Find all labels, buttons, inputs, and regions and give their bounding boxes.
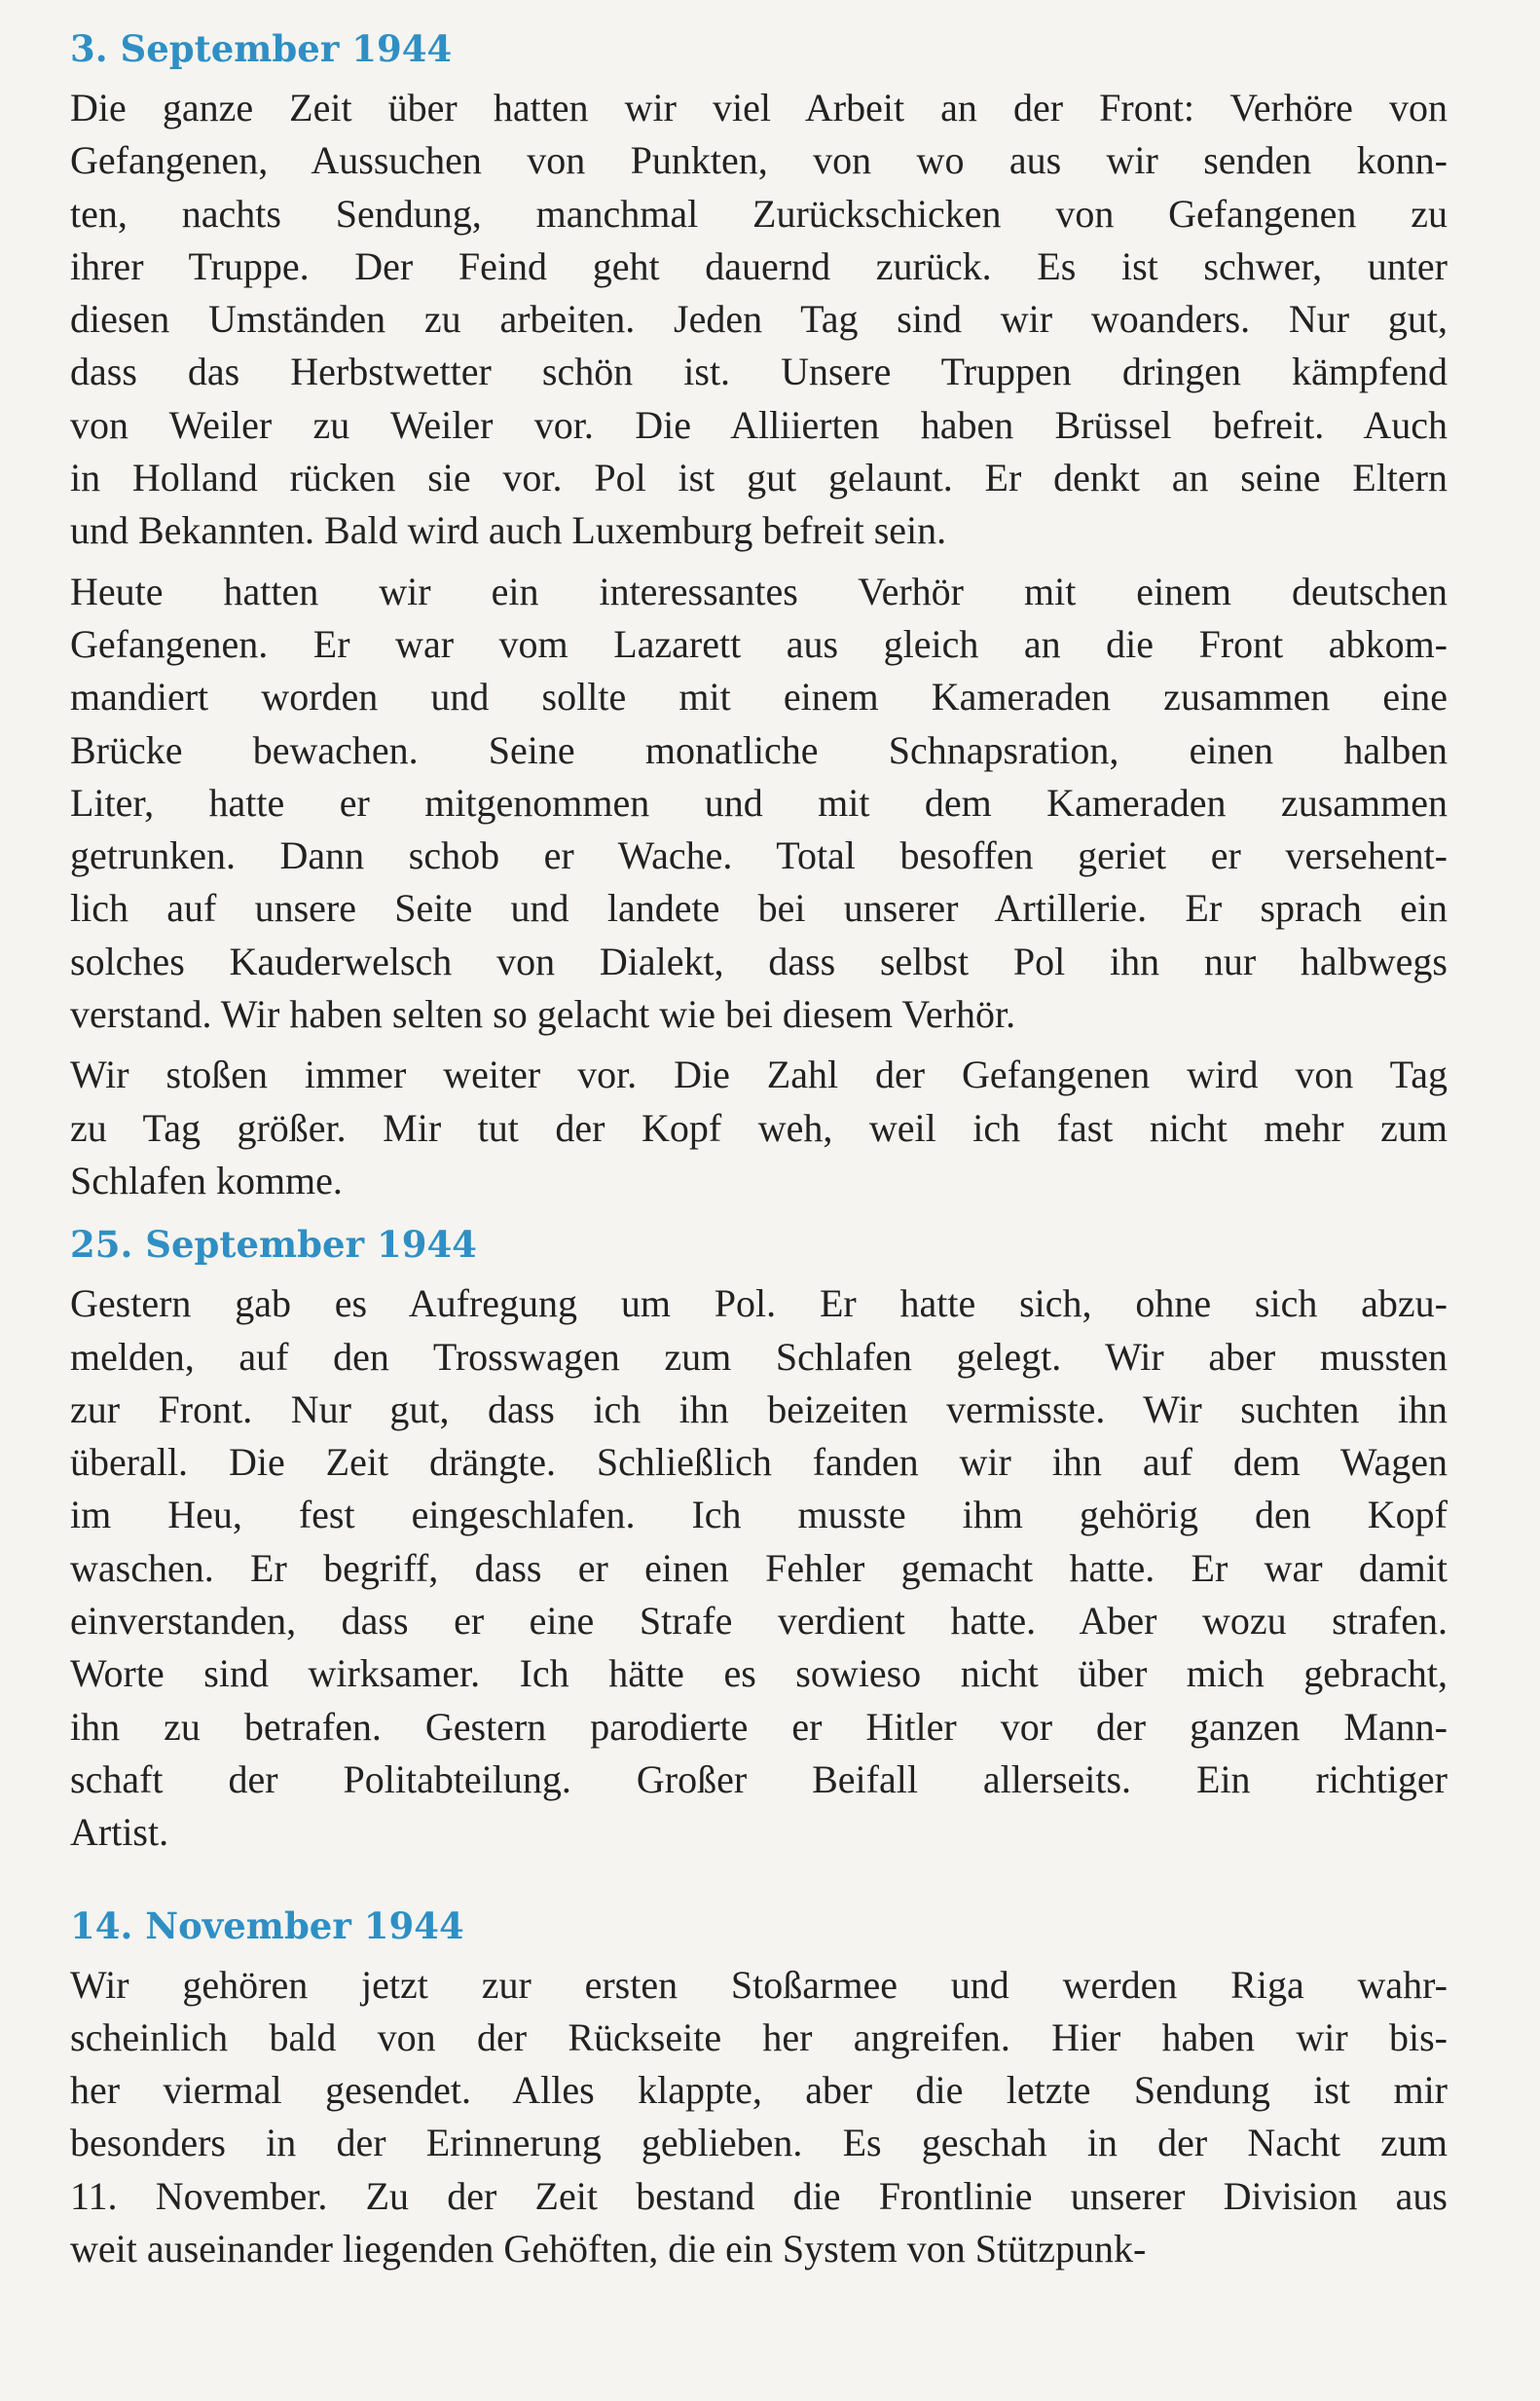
- text-line: Gefangenen, Aussuchen von Punkten, von wo aus wir senden konn-: [70, 138, 1448, 183]
- text-line: Gestern gab es Aufregung um Pol. Er hatte sich, ohne sich abzu-: [70, 1281, 1448, 1326]
- text-line: Gefangenen. Er war vom Lazarett aus gleich an die Front abkom-: [70, 621, 1448, 666]
- text-line: Die ganze Zeit über hatten wir viel Arbeit an der Front: Verhöre von: [70, 86, 1448, 129]
- text-line: Schlafen komme.: [70, 1158, 343, 1202]
- diary-content: [70, 21, 1448, 2283]
- text-line: Wir stoßen immer weiter vor. Die Zahl der Gefangenen wird von Tag: [70, 1053, 1448, 1097]
- entry-date: 25. September 1944: [70, 1223, 477, 1267]
- text-line: von Weiler zu Weiler vor. Die Alliierten haben Brüssel befreit. Auch: [70, 402, 1448, 447]
- paragraph: [70, 1959, 1448, 2276]
- text-line: mandiert worden und sollte mit einem Kameraden zusammen eine: [70, 675, 1448, 720]
- text-line: und Bekannten. Bald wird auch Luxemburg befreit sein.: [70, 508, 947, 553]
- text-line: ten, nachts Sendung, manchmal Zurückschicken von Gefangenen zu: [70, 191, 1448, 236]
- text-line: diesen Umständen zu arbeiten. Jeden Tag sind wir woanders. Nur gut,: [70, 297, 1448, 342]
- text-line: melden, auf den Trosswagen zum Schlafen gelegt. Wir aber mussten: [70, 1334, 1448, 1379]
- text-line: ihn zu betrafen. Gestern parodierte er Hitler vor der ganzen Mann-: [70, 1704, 1448, 1749]
- text-line: ihrer Truppe. Der Feind geht dauernd zurück. Es ist schwer, unter: [70, 243, 1448, 288]
- text-line: im Heu, fest eingeschlafen. Ich musste ihm gehörig den Kopf: [70, 1493, 1448, 1537]
- text-line: dass das Herbstwetter schön ist. Unsere Truppen dringen kämpfend: [70, 350, 1448, 394]
- entry-date: 3. September 1944: [70, 27, 453, 70]
- text-line: Worte sind wirksamer. Ich hätte es sowieso nicht über mich gebracht,: [70, 1651, 1448, 1696]
- entry-3: [70, 1899, 1448, 2276]
- text-line: zu Tag größer. Mir tut der Kopf weh, weil ich fast nicht mehr zum: [70, 1105, 1448, 1150]
- paragraph: [70, 1049, 1448, 1207]
- text-line: weit auseinander liegenden Gehöften, die ein System von Stützpunk-: [70, 2226, 1147, 2271]
- text-line: Wir gehören jetzt zur ersten Stoßarmee und werden Riga wahr-: [70, 1962, 1448, 2007]
- paragraph: [70, 566, 1448, 1042]
- paragraph: [70, 1277, 1448, 1859]
- text-line: Liter, hatte er mitgenommen und mit dem Kameraden zusammen: [70, 780, 1448, 825]
- text-line: verstand. Wir haben selten so gelacht wie bei diesem Verhör.: [70, 992, 1016, 1037]
- text-line: überall. Die Zeit drängte. Schließlich fanden wir ihn auf dem Wagen: [70, 1440, 1448, 1485]
- text-line: Artist.: [70, 1810, 169, 1855]
- text-line: Heute hatten wir ein interessantes Verhör mit einem deutschen: [70, 569, 1448, 613]
- text-line: Brücke bewachen. Seine monatliche Schnapsration, einen halben: [70, 727, 1448, 772]
- text-line: getrunken. Dann schob er Wache. Total besoffen geriet er versehent-: [70, 833, 1448, 878]
- text-line: besonders in der Erinnerung geblieben. Es geschah in der Nacht zum: [70, 2121, 1448, 2165]
- text-line: einverstanden, dass er eine Strafe verdient hatte. Aber wozu strafen.: [70, 1599, 1448, 1644]
- text-line: 11. November. Zu der Zeit bestand die Frontlinie unserer Division aus: [70, 2173, 1448, 2218]
- text-line: in Holland rücken sie vor. Pol ist gut gelaunt. Er denkt an seine Eltern: [70, 456, 1448, 500]
- entry-1: [70, 21, 1448, 1207]
- text-line: scheinlich bald von der Rückseite her angreifen. Hier haben wir bis-: [70, 2014, 1448, 2059]
- text-line: her viermal gesendet. Alles klappte, aber die letzte Sendung ist mir: [70, 2068, 1448, 2113]
- text-line: solches Kauderwelsch von Dialekt, dass selbst Pol ihn nur halbwegs: [70, 939, 1448, 983]
- paragraph: [70, 82, 1448, 558]
- text-line: zur Front. Nur gut, dass ich ihn beizeiten vermisste. Wir suchten ihn: [70, 1386, 1448, 1431]
- text-line: lich auf unsere Seite und landete bei unserer Artillerie. Er sprach ein: [70, 886, 1448, 931]
- text-line: schaft der Politabteilung. Großer Beifall allerseits. Ein richtiger: [70, 1756, 1448, 1801]
- entry-2: [70, 1217, 1448, 1859]
- text-line: waschen. Er begriff, dass er einen Fehler gemacht hatte. Er war damit: [70, 1545, 1448, 1590]
- entry-date: 14. November 1944: [70, 1903, 464, 1947]
